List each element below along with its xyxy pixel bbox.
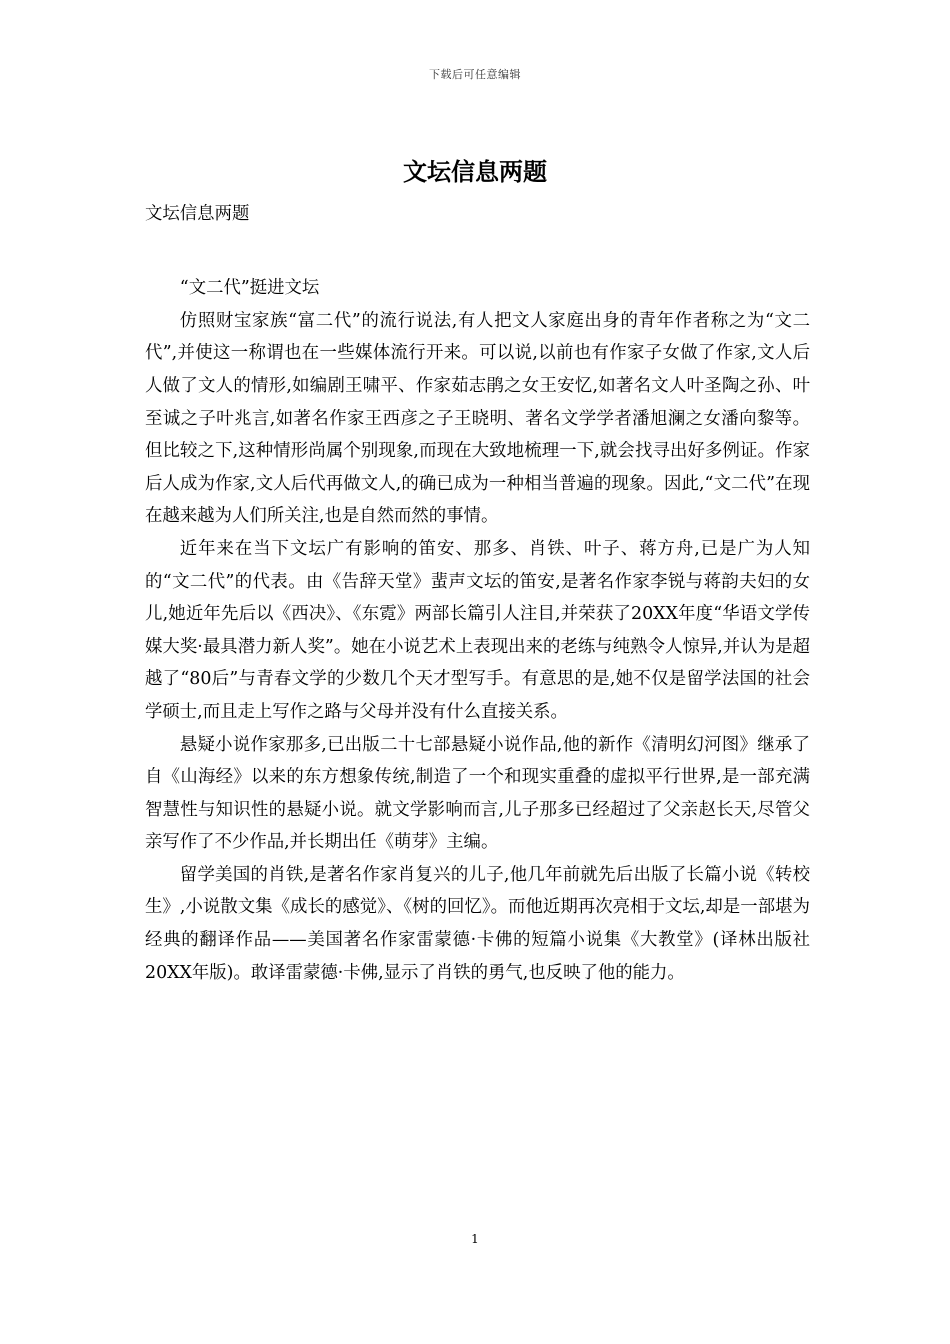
header-note: 下载后可任意编辑	[429, 68, 521, 81]
paragraph: 仿照财宝家族“富二代”的流行说法,有人把文人家庭出身的青年作者称之为“文二代”,并使这一称谓也在一些媒体流行开来。可以说,以前也有作家子女做了作家,文人后人做了文人的情形,如编剧王啸平、作家茹志鹃之女王安忆,如著名文人叶圣陶之孙、叶至诚之子叶兆言,如著名作家王西彦之子王晓明、著名文学学者潘旭澜之女潘向黎等。但比较之下,这种情形尚属个别现象,而现在大致地梳理一下,就会找寻出好多例证。作家后人成为作家,文人后代再做文人,的确已成为一种相当普遍的现象。因此,“文二代”在现在越来越为人们所关注,也是自然而然的事情。	[145, 310, 810, 527]
paragraph: 留学美国的肖铁,是著名作家肖复兴的儿子,他几年前就先后出版了长篇小说《转校生》,小说散文集《成长的感觉》、《树的回忆》。而他近期再次亮相于文坛,却是一部堪为经典的翻译作品——美国著名作家雷蒙德·卡佛的短篇小说集《大教堂》(译林出版社20XX年版)。敢译雷蒙德·卡佛,显示了肖铁的勇气,也反映了他的能力。	[145, 864, 810, 983]
subtitle: 文坛信息两题	[145, 204, 250, 224]
blank-line	[145, 231, 810, 264]
paragraph: 悬疑小说作家那多,已出版二十七部悬疑小说作品,他的新作《清明幻河图》继承了自《山海经》以来的东方想象传统,制造了一个和现实重叠的虚拟平行世界,是一部充满智慧性与知识性的悬疑小说。就文学影响而言,儿子那多已经超过了父亲赵长天,尽管父亲写作了不少作品,并长期出任《萌芽》主编。	[145, 734, 810, 853]
document-body	[145, 198, 810, 989]
section-heading: “文二代”挺进文坛	[179, 278, 320, 299]
paragraph: 近年来在当下文坛广有影响的笛安、那多、肖铁、叶子、蒋方舟,已是广为人知的“文二代”的代表。由《告辞天堂》蜚声文坛的笛安,是著名作家李锐与蒋韵夫妇的女儿,她近年先后以《西决》、《东霓》两部长篇引人注目,并荣获了20XX年度“华语文学传媒大奖·最具潜力新人奖”。她在小说艺术上表现出来的老练与纯熟令人惊异,并认为是超越了“80后”与青春文学的少数几个天才型写手。有意思的是,她不仅是留学法国的社会学硕士,而且走上写作之路与父母并没有什么直接关系。	[145, 538, 810, 722]
page-number: 1	[471, 1232, 479, 1246]
page-title: 文坛信息两题	[403, 158, 547, 186]
